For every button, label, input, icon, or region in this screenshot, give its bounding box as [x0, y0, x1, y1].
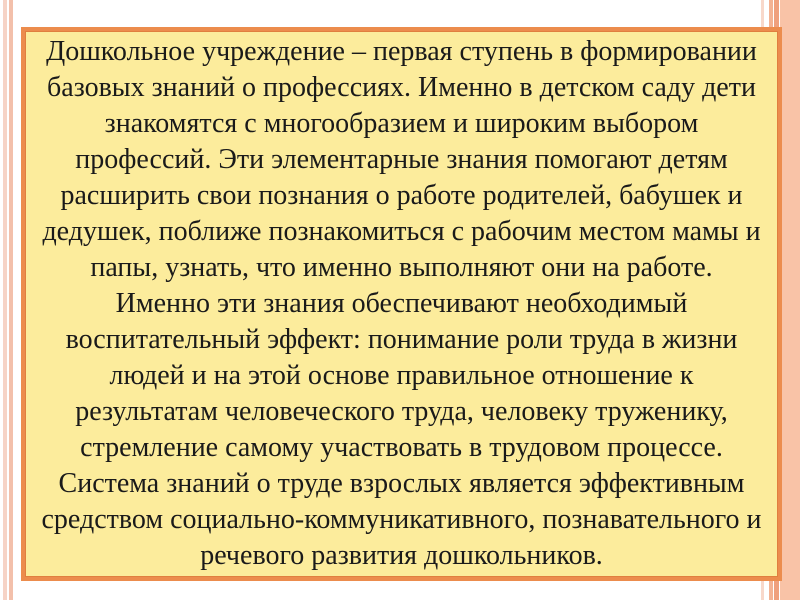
- text-line: стремление самому участвовать в трудовом процессе.: [80, 432, 723, 463]
- text-line: Дошкольное учреждение – первая ступень в формировании: [46, 36, 757, 67]
- slide-text-box: [21, 27, 782, 581]
- left-accent-stripe-outer: [3, 0, 7, 600]
- paragraph-2: [25, 286, 778, 574]
- text-line: результатам человеческого труда, человеку труженику,: [75, 396, 728, 427]
- text-line: дедушек, поближе познакомиться с рабочим местом мамы и: [42, 216, 761, 247]
- text-line: расширить свои познания о работе родителей, бабушек и: [60, 180, 743, 211]
- text-line: базовых знаний о профессиях. Именно в детском саду дети: [47, 72, 756, 103]
- text-line: речевого развития дошкольников.: [200, 540, 603, 571]
- text-line: средством социально-коммуникативного, познавательного и: [41, 504, 762, 535]
- paragraph-1: [25, 34, 778, 286]
- text-line: Именно эти знания обеспечивают необходимый: [115, 288, 688, 319]
- text-line: знакомятся с многообразием и широким выбором: [104, 108, 699, 139]
- text-line: людей и на этой основе правильное отношение к: [109, 360, 694, 391]
- text-line: Система знаний о труде взрослых является эффективным: [58, 468, 745, 499]
- right-accent-band: [780, 0, 800, 600]
- text-line: профессий. Эти элементарные знания помогают детям: [75, 144, 728, 175]
- text-line: воспитательный эффект: понимание роли труда в жизни: [65, 324, 738, 355]
- text-line: папы, узнать, что именно выполняют они на работе.: [90, 252, 713, 283]
- left-accent-stripe-inner: [9, 0, 13, 600]
